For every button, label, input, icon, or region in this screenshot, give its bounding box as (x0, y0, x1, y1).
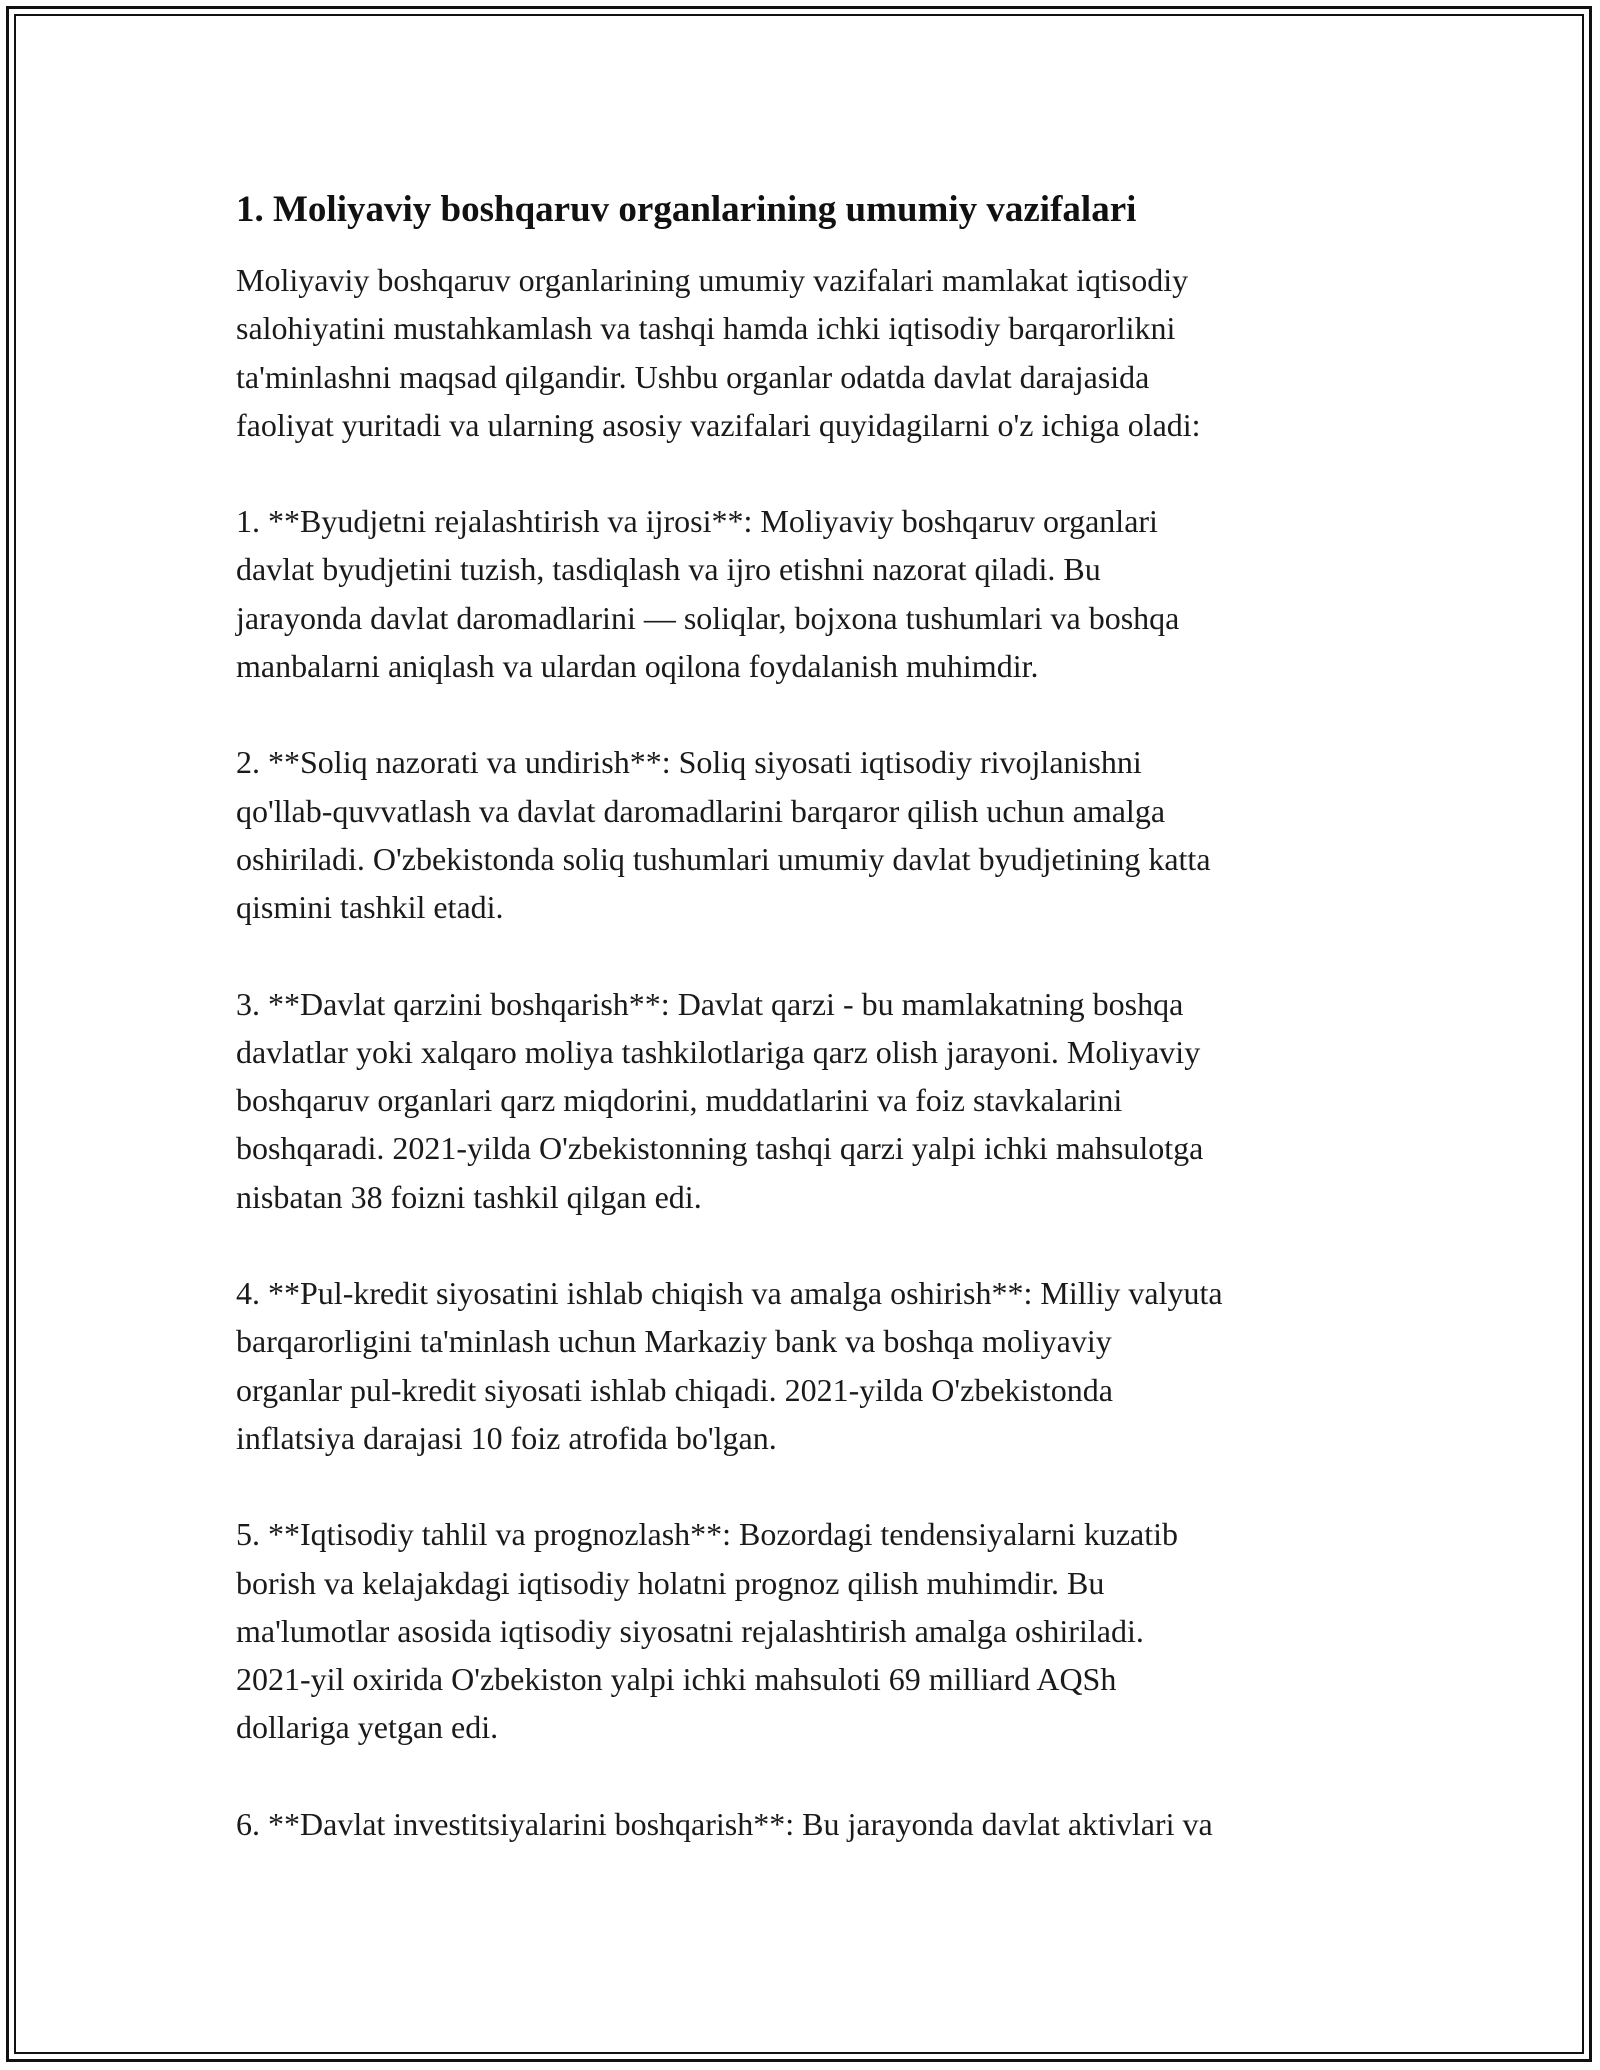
text-line: davlatlar yoki xalqaro moliya tashkilotlariga qarz olish jarayoni. Moliyaviy (236, 1033, 1201, 1070)
text-line: 3. **Davlat qarzini boshqarish**: Davlat qarzi - bu mamlakatning boshqa (236, 985, 1184, 1022)
text-line: ma'lumotlar asosida iqtisodiy siyosatni rejalashtirish amalga oshiriladi. (236, 1612, 1144, 1649)
text-line: 5. **Iqtisodiy tahlil va prognozlash**: Bozordagi tendensiyalarni kuzatib (236, 1516, 1179, 1553)
text-line: boshqaradi. 2021-yilda O'zbekistonning tashqi qarzi yalpi ichki mahsulotga (236, 1130, 1204, 1167)
text-line: 2021-yil oxirida O'zbekiston yalpi ichki mahsuloti 69 milliard AQSh (236, 1661, 1117, 1698)
intro-paragraph (236, 256, 1386, 449)
text-line: qo'llab-quvvatlash va davlat daromadlarini barqaror qilish uchun amalga (236, 792, 1166, 829)
text-line: nisbatan 38 foizni tashkil qilgan edi. (236, 1178, 702, 1215)
text-line: borish va kelajakdagi iqtisodiy holatni prognoz qilish muhimdir. Bu (236, 1564, 1105, 1601)
text-line: 2. **Soliq nazorati va undirish**: Soliq siyosati iqtisodiy rivojlanishni (236, 744, 1142, 781)
text-line: salohiyatini mustahkamlash va tashqi hamda ichki iqtisodiy barqarorlikni (236, 310, 1176, 347)
list-item-budget (236, 497, 1386, 690)
text-line: dollariga yetgan edi. (236, 1709, 499, 1746)
list-item-investments (236, 1800, 1386, 1848)
text-line: 6. **Davlat investitsiyalarini boshqarish**: Bu jarayonda davlat aktivlari va (236, 1805, 1213, 1842)
text-line: inflatsiya darajasi 10 foiz atrofida bo'lgan. (236, 1419, 777, 1456)
text-line: 4. **Pul-kredit siyosatini ishlab chiqish va amalga oshirish**: Milliy valyuta (236, 1275, 1223, 1312)
text-line: organlar pul-kredit siyosati ishlab chiqadi. 2021-yilda O'zbekistonda (236, 1371, 1113, 1408)
list-item-debt (236, 980, 1386, 1221)
text-line: barqarorligini ta'minlash uchun Markaziy bank va boshqa moliyaviy (236, 1323, 1112, 1360)
text-line: faoliyat yuritadi va ularning asosiy vazifalari quyidagilarni o'z ichiga oladi: (236, 406, 1201, 443)
list-item-monetary-policy (236, 1269, 1386, 1462)
text-line: 1. **Byudjetni rejalashtirish va ijrosi**: Moliyaviy boshqaruv organlari (236, 503, 1158, 540)
text-line: jarayonda davlat daromadlarini — soliqlar, bojxona tushumlari va boshqa (236, 599, 1180, 636)
text-line: ta'minlashni maqsad qilgandir. Ushbu organlar odatda davlat darajasida (236, 358, 1150, 395)
text-line: boshqaruv organlari qarz miqdorini, muddatlarini va foiz stavkalarini (236, 1082, 1123, 1119)
text-line: manbalarni aniqlash va ulardan oqilona foydalanish muhimdir. (236, 648, 1039, 685)
text-line: davlat byudjetini tuzish, tasdiqlash va ijro etishni nazorat qiladi. Bu (236, 551, 1101, 588)
list-item-tax (236, 738, 1386, 931)
list-item-forecasting (236, 1510, 1386, 1751)
text-line: Moliyaviy boshqaruv organlarining umumiy vazifalari mamlakat iqtisodiy (236, 262, 1189, 298)
text-line: oshiriladi. O'zbekistonda soliq tushumlari umumiy davlat byudjetining katta (236, 840, 1211, 877)
text-line: qismini tashkil etadi. (236, 889, 504, 926)
section-title: 1. Moliyaviy boshqaruv organlarining umumiy vazifalari (236, 189, 1137, 230)
document-body (236, 186, 1386, 1848)
